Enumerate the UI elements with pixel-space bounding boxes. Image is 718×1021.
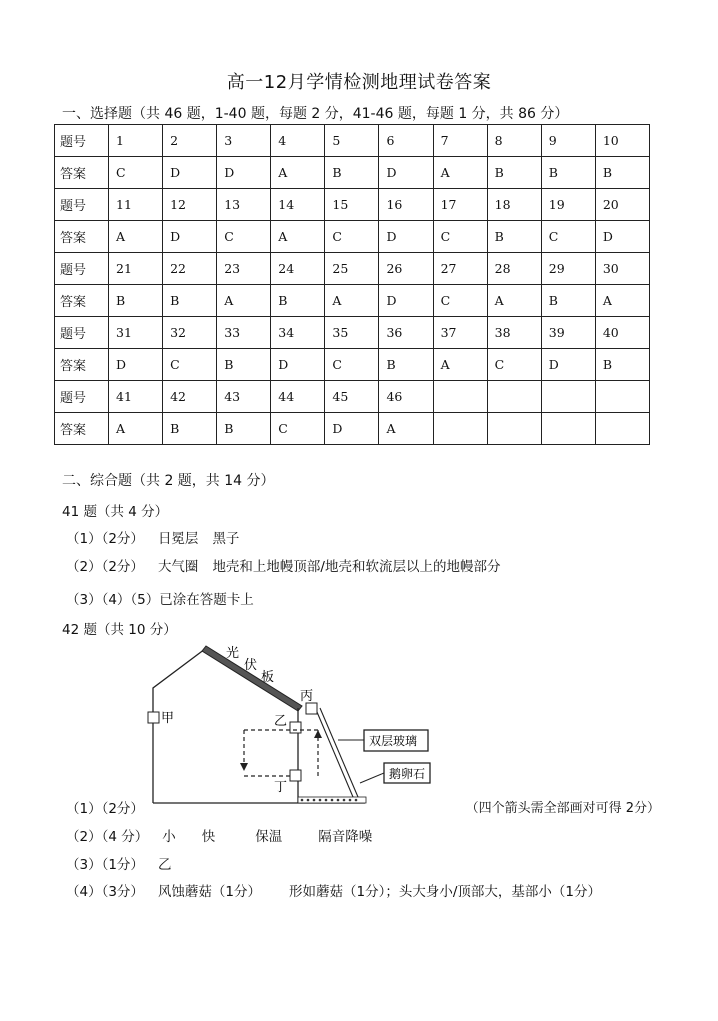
q42-answer-2: [66, 825, 372, 845]
question-number-row: [55, 381, 650, 413]
answer-cell: C: [541, 221, 595, 253]
house-diagram: [140, 640, 560, 810]
question-number-cell: 12: [163, 189, 217, 221]
question-number-cell: [541, 381, 595, 413]
question-number-cell: 42: [163, 381, 217, 413]
row-label-answer: 答案: [55, 221, 109, 253]
answer-cell: C: [487, 349, 541, 381]
q42-3-num: （3）（1分）: [66, 857, 144, 873]
answer-row: [55, 157, 650, 189]
question-number-cell: 1: [109, 125, 163, 157]
vent-ding: [290, 770, 301, 781]
q41-answer-2: [66, 555, 501, 575]
question-number-cell: 18: [487, 189, 541, 221]
question-number-cell: 9: [541, 125, 595, 157]
panel-char-2: 伏: [244, 658, 258, 673]
section1-heading: 一、选择题（共 46 题，1-40 题，每题 2 分，41-46 题，每题 1 分，共 86 分）: [62, 106, 569, 122]
q41-2-num: （2）（2分）: [66, 559, 144, 575]
q42-2-a: 小: [162, 829, 176, 845]
label-ding: 丁: [274, 780, 288, 795]
question-number-cell: 6: [379, 125, 433, 157]
question-number-cell: 23: [217, 253, 271, 285]
section2-heading: 二、综合题（共 2 题，共 14 分）: [62, 473, 275, 489]
answer-cell: A: [109, 221, 163, 253]
answer-cell: B: [325, 157, 379, 189]
glass-inner: [317, 712, 353, 797]
question-number-cell: 11: [109, 189, 163, 221]
question-number-row: [55, 317, 650, 349]
question-number-cell: [595, 381, 649, 413]
question-number-cell: 39: [541, 317, 595, 349]
answer-cell: B: [595, 157, 649, 189]
label-yi: 乙: [274, 714, 288, 729]
question-number-row: [55, 189, 650, 221]
pebble-leader: [360, 773, 384, 783]
answer-row: [55, 349, 650, 381]
page-title: 高一12月学情检测地理试卷答案: [226, 72, 492, 93]
answer-cell: D: [379, 285, 433, 317]
q42-answer-4: [66, 880, 601, 900]
question-number-cell: 24: [271, 253, 325, 285]
question-number-cell: 35: [325, 317, 379, 349]
answer-cell: D: [595, 221, 649, 253]
question-number-cell: [433, 381, 487, 413]
q42-2-c: 保温: [255, 829, 283, 845]
answer-cell: C: [271, 413, 325, 445]
question-number-cell: 20: [595, 189, 649, 221]
question-number-cell: 34: [271, 317, 325, 349]
q41-2-a: 大气圈: [157, 559, 199, 575]
answer-cell: D: [217, 157, 271, 189]
question-number-cell: 29: [541, 253, 595, 285]
question-number-cell: 16: [379, 189, 433, 221]
q42-4-num: （4）（3分）: [66, 884, 144, 900]
question-number-cell: 5: [325, 125, 379, 157]
q41-2-b: 地壳和上地幔顶部/地壳和软流层以上的地幔部分: [212, 559, 501, 575]
answer-cell: A: [595, 285, 649, 317]
answer-cell: B: [379, 349, 433, 381]
question-number-cell: 45: [325, 381, 379, 413]
question-number-cell: 17: [433, 189, 487, 221]
question-number-cell: 14: [271, 189, 325, 221]
answer-cell: C: [217, 221, 271, 253]
q42-2-num: （2）（4 分）: [66, 829, 149, 845]
solar-panel: [202, 646, 302, 711]
answer-cell: A: [109, 413, 163, 445]
answer-cell: [595, 413, 649, 445]
question-number-cell: 8: [487, 125, 541, 157]
answer-cell: C: [433, 285, 487, 317]
answer-cell: D: [325, 413, 379, 445]
q42-answer-3: [66, 853, 171, 873]
vent-yi: [290, 722, 301, 733]
answer-cell: A: [433, 349, 487, 381]
question-number-cell: 22: [163, 253, 217, 285]
question-number-cell: 28: [487, 253, 541, 285]
question-number-cell: 21: [109, 253, 163, 285]
q42-answer-1: （1）（2分）: [66, 801, 144, 817]
answer-cell: D: [271, 349, 325, 381]
circulation-arrows: [240, 730, 322, 771]
question-number-cell: 27: [433, 253, 487, 285]
q41-1-a: 日冕层: [157, 531, 199, 547]
row-label-answer: 答案: [55, 349, 109, 381]
answer-cell: [433, 413, 487, 445]
question-number-cell: 33: [217, 317, 271, 349]
question-number-row: [55, 253, 650, 285]
answer-cell: C: [433, 221, 487, 253]
panel-char-3: 板: [261, 670, 275, 685]
q42-answer-1-note: （四个箭头需全部画对可得 2分）: [465, 801, 660, 816]
q42-4-a: 风蚀蘑菇（1分）: [157, 884, 262, 900]
question-number-cell: 10: [595, 125, 649, 157]
row-label-question: 题号: [55, 253, 109, 285]
question-number-cell: 41: [109, 381, 163, 413]
answer-cell: [487, 413, 541, 445]
answer-cell: A: [325, 285, 379, 317]
answer-cell: A: [433, 157, 487, 189]
answer-cell: C: [109, 157, 163, 189]
q42-2-d: 隔音降噪: [318, 829, 373, 845]
answer-cell: D: [109, 349, 163, 381]
q41-answer-1: [66, 527, 239, 547]
question-number-cell: 38: [487, 317, 541, 349]
question-number-cell: 19: [541, 189, 595, 221]
answer-cell: B: [163, 413, 217, 445]
q42-4-b: 形如蘑菇（1分）；头大身小/顶部大，基部小（1分）: [289, 884, 602, 900]
question-number-cell: 15: [325, 189, 379, 221]
answer-cell: D: [379, 221, 433, 253]
q42-3-a: 乙: [157, 857, 172, 873]
house-outline: [153, 649, 205, 803]
question-number-cell: 4: [271, 125, 325, 157]
question-number-cell: 36: [379, 317, 433, 349]
answer-cell: B: [163, 285, 217, 317]
answer-cell: B: [109, 285, 163, 317]
row-label-question: 题号: [55, 125, 109, 157]
answer-cell: C: [163, 349, 217, 381]
label-bing: 丙: [300, 689, 314, 704]
answer-cell: D: [163, 157, 217, 189]
question-number-cell: 30: [595, 253, 649, 285]
row-label-question: 题号: [55, 381, 109, 413]
row-label-question: 题号: [55, 317, 109, 349]
answer-cell: D: [379, 157, 433, 189]
answer-cell: A: [379, 413, 433, 445]
q41-1-num: （1）（2分）: [66, 531, 144, 547]
answer-row: [55, 413, 650, 445]
pebble-label: 鹅卵石: [389, 767, 426, 781]
circulation-loop: [244, 730, 318, 776]
question-number-cell: 32: [163, 317, 217, 349]
question-number-cell: 46: [379, 381, 433, 413]
glass-label: 双层玻璃: [369, 734, 418, 748]
answer-cell: [541, 413, 595, 445]
answer-cell: B: [595, 349, 649, 381]
answer-cell: D: [163, 221, 217, 253]
q41-1-b: 黑子: [212, 531, 240, 547]
answer-row: [55, 221, 650, 253]
question-number-cell: 13: [217, 189, 271, 221]
q41-heading: 41 题（共 4 分）: [62, 504, 169, 520]
answer-cell: B: [217, 413, 271, 445]
answer-cell: B: [487, 157, 541, 189]
question-number-cell: 25: [325, 253, 379, 285]
panel-char-1: 光: [226, 646, 240, 661]
answer-cell: C: [325, 221, 379, 253]
question-number-cell: 2: [163, 125, 217, 157]
answer-cell: B: [541, 157, 595, 189]
answer-cell: A: [271, 157, 325, 189]
question-number-cell: 44: [271, 381, 325, 413]
answer-cell: B: [487, 221, 541, 253]
answer-row: [55, 285, 650, 317]
row-label-answer: 答案: [55, 285, 109, 317]
q41-answer-3: （3）（4）（5）已涂在答题卡上: [66, 592, 254, 608]
question-number-cell: 31: [109, 317, 163, 349]
question-number-cell: 3: [217, 125, 271, 157]
question-number-row: [55, 125, 650, 157]
answer-cell: B: [541, 285, 595, 317]
answer-cell: A: [487, 285, 541, 317]
answer-cell: D: [541, 349, 595, 381]
question-number-cell: 26: [379, 253, 433, 285]
vent-bing: [306, 703, 317, 714]
question-number-cell: 37: [433, 317, 487, 349]
row-label-answer: 答案: [55, 157, 109, 189]
question-number-cell: 43: [217, 381, 271, 413]
glass-outer: [320, 708, 358, 797]
row-label-question: 题号: [55, 189, 109, 221]
answer-cell: B: [271, 285, 325, 317]
answer-cell: A: [271, 221, 325, 253]
label-jia: 甲: [161, 711, 175, 726]
question-number-cell: [487, 381, 541, 413]
row-label-answer: 答案: [55, 413, 109, 445]
answer-cell: C: [325, 349, 379, 381]
answer-cell: A: [217, 285, 271, 317]
q42-2-b: 快: [201, 829, 216, 845]
answer-cell: B: [217, 349, 271, 381]
question-number-cell: 40: [595, 317, 649, 349]
answer-table: [54, 124, 650, 445]
vent-jia: [148, 712, 159, 723]
q42-heading: 42 题（共 10 分）: [62, 622, 177, 638]
question-number-cell: 7: [433, 125, 487, 157]
